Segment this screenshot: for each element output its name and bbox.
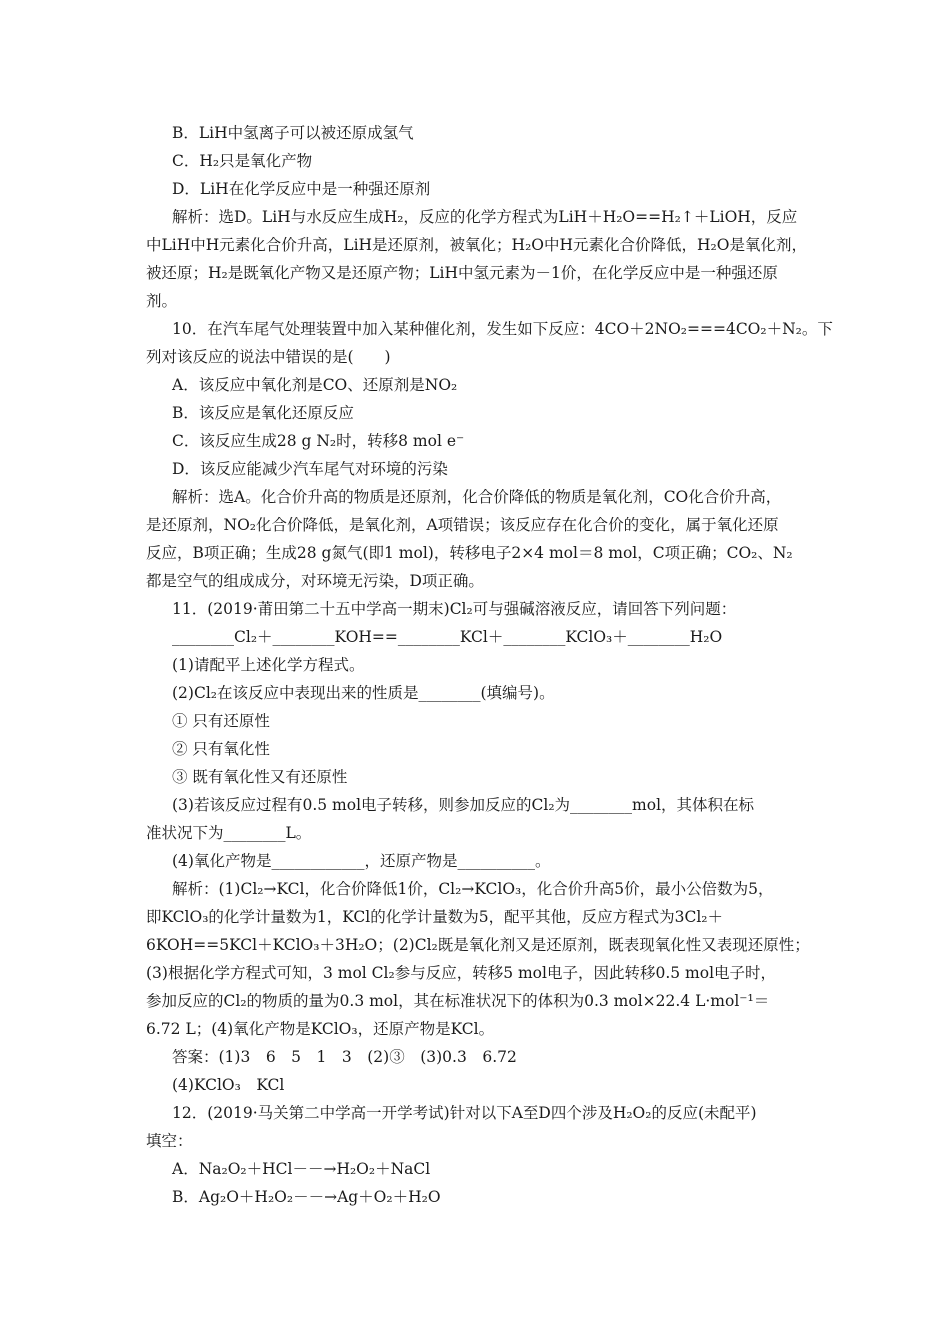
option-line: D．LiH在化学反应中是一种强还原剂 <box>172 180 431 198</box>
question-line: (1)请配平上述化学方程式。 <box>172 656 365 674</box>
analysis-line: 即KClO₃的化学计量数为1，KCl的化学计量数为5，配平其他，反应方程式为3Cl₂＋ <box>146 908 723 926</box>
question-line: 准状况下为________L。 <box>146 824 312 842</box>
analysis-line: 剂。 <box>146 292 178 310</box>
option-line: ② 只有氧化性 <box>172 740 270 758</box>
option-line: D．该反应能减少汽车尾气对环境的污染 <box>172 460 448 478</box>
analysis-line: 解析：(1)Cl₂→KCl，化合价降低1价，Cl₂→KClO₃，化合价升高5价，最小公倍数为5， <box>172 880 774 898</box>
option-line: C．H₂只是氧化产物 <box>172 152 313 170</box>
reaction-line: B．Ag₂O＋H₂O₂－－→Ag＋O₂＋H₂O <box>172 1188 441 1206</box>
question-line: 填空： <box>146 1132 193 1150</box>
question-line: 11．(2019·莆田第二十五中学高一期末)Cl₂可与强碱溶液反应，请回答下列问题： <box>172 600 737 618</box>
question-line: (3)若该反应过程有0.5 mol电子转移，则参加反应的Cl₂为________mol，其体积在标 <box>172 796 755 814</box>
question-line: (4)氧化产物是____________，还原产物是__________。 <box>172 852 551 870</box>
reaction-line: A．Na₂O₂＋HCl－－→H₂O₂＋NaCl <box>172 1160 431 1178</box>
analysis-line: (3)根据化学方程式可知，3 mol Cl₂参与反应，转移5 mol电子，因此转移0.5 mol电子时， <box>146 964 777 982</box>
option-line: B．LiH中氢离子可以被还原成氢气 <box>172 124 414 142</box>
analysis-line: 都是空气的组成成分，对环境无污染，D项正确。 <box>146 572 484 590</box>
option-line: C．该反应生成28 g N₂时，转移8 mol e⁻ <box>172 432 465 450</box>
option-line: B．该反应是氧化还原反应 <box>172 404 354 422</box>
analysis-line: 参加反应的Cl₂的物质的量为0.3 mol，其在标准状况下的体积为0.3 mol×22.4 L·mol⁻¹＝ <box>146 992 770 1010</box>
option-line: ① 只有还原性 <box>172 712 270 730</box>
analysis-line: 解析：选A。化合价升高的物质是还原剂，化合价降低的物质是氧化剂，CO化合价升高， <box>172 488 782 506</box>
analysis-line: 6KOH==5KCl＋KClO₃＋3H₂O；(2)Cl₂既是氧化剂又是还原剂，既表现氧化性又表现还原性； <box>146 936 810 954</box>
option-line: ③ 既有氧化性又有还原性 <box>172 768 348 786</box>
question-line: (2)Cl₂在该反应中表现出来的性质是________(填编号)。 <box>172 684 555 702</box>
option-line: A．该反应中氧化剂是CO、还原剂是NO₂ <box>172 376 458 394</box>
question-line: 10．在汽车尾气处理装置中加入某种催化剂，发生如下反应：4CO＋2NO₂===4CO₂＋N₂。下 <box>172 320 833 338</box>
question-line: 12．(2019·马关第二中学高一开学考试)针对以下A至D四个涉及H₂O₂的反应(未配平) <box>172 1104 757 1122</box>
analysis-line: 是还原剂，NO₂化合价降低，是氧化剂，A项错误；该反应存在化合价的变化，属于氧化还原 <box>146 516 779 534</box>
analysis-line: 中LiH中H元素化合价升高，LiH是还原剂，被氧化；H₂O中H元素化合价降低，H₂O是氧化剂， <box>146 236 807 254</box>
equation-line: ________Cl₂＋________KOH==________KCl＋________KClO₃＋________H₂O <box>172 628 723 646</box>
analysis-line: 解析：选D。LiH与水反应生成H₂，反应的化学方程式为LiH＋H₂O==H₂↑＋LiOH，反应 <box>172 208 798 226</box>
answer-line: (4)KClO₃ KCl <box>172 1076 285 1094</box>
answer-line: 答案：(1)3 6 5 1 3 (2)③ (3)0.3 6.72 <box>172 1048 517 1066</box>
analysis-line: 反应，B项正确；生成28 g氮气(即1 mol)，转移电子2×4 mol＝8 mol，C项正确；CO₂、N₂ <box>146 544 793 562</box>
question-line: 列对该反应的说法中错误的是( ) <box>146 348 391 366</box>
analysis-line: 6.72 L；(4)氧化产物是KClO₃，还原产物是KCl。 <box>146 1020 495 1038</box>
analysis-line: 被还原；H₂是既氧化产物又是还原产物；LiH中氢元素为－1价，在化学反应中是一种强还原 <box>146 264 778 282</box>
